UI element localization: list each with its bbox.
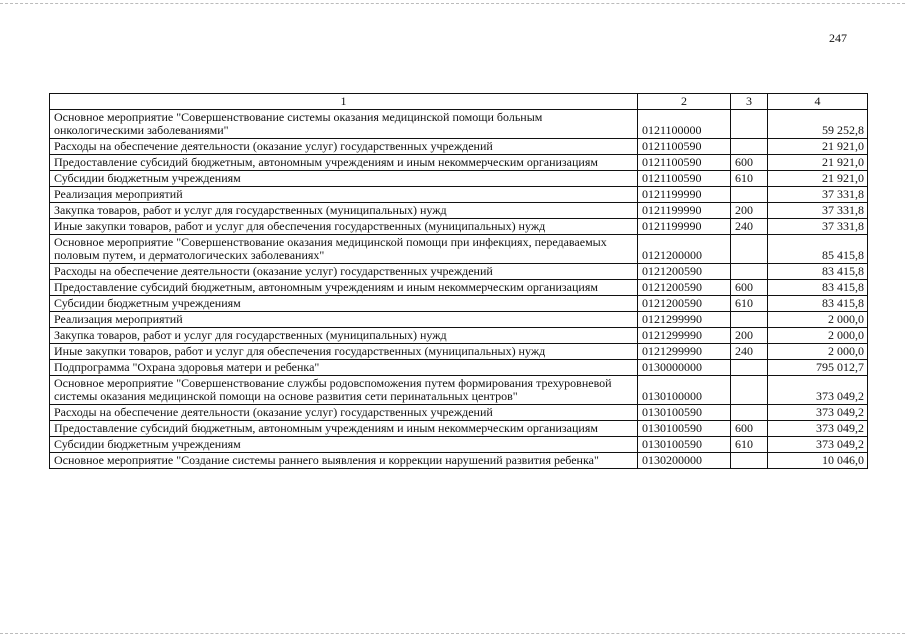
row-code-cell: 0121200000 bbox=[638, 235, 731, 264]
table-row bbox=[50, 437, 868, 453]
table-row bbox=[50, 187, 868, 203]
row-type-cell bbox=[731, 376, 768, 405]
table-row bbox=[50, 264, 868, 280]
row-type-cell bbox=[731, 110, 768, 139]
table-row bbox=[50, 360, 868, 376]
row-type-cell bbox=[731, 235, 768, 264]
row-code-cell: 0121199990 bbox=[638, 187, 731, 203]
row-type-cell: 610 bbox=[731, 171, 768, 187]
row-type-cell bbox=[731, 264, 768, 280]
header-col-code: 2 bbox=[638, 94, 731, 110]
table-row bbox=[50, 453, 868, 469]
page-number: 247 bbox=[829, 31, 847, 45]
row-name-cell: Иные закупки товаров, работ и услуг для обеспечения государственных (муниципальных) нужд bbox=[50, 344, 638, 360]
row-name-cell: Субсидии бюджетным учреждениям bbox=[50, 296, 638, 312]
scan-top-edge bbox=[0, 3, 905, 4]
row-name-cell: Закупка товаров, работ и услуг для государственных (муниципальных) нужд bbox=[50, 328, 638, 344]
table-row bbox=[50, 421, 868, 437]
table-row bbox=[50, 171, 868, 187]
row-amount-cell: 373 049,2 bbox=[768, 437, 868, 453]
row-amount-cell: 37 331,8 bbox=[768, 187, 868, 203]
row-code-cell: 0121299990 bbox=[638, 344, 731, 360]
table-row bbox=[50, 312, 868, 328]
row-amount-cell: 373 049,2 bbox=[768, 405, 868, 421]
row-code-cell: 0121200590 bbox=[638, 264, 731, 280]
row-code-cell: 0130200000 bbox=[638, 453, 731, 469]
row-type-cell: 200 bbox=[731, 328, 768, 344]
table-row bbox=[50, 328, 868, 344]
row-type-cell bbox=[731, 187, 768, 203]
row-amount-cell: 10 046,0 bbox=[768, 453, 868, 469]
table-row bbox=[50, 203, 868, 219]
row-amount-cell: 83 415,8 bbox=[768, 280, 868, 296]
row-code-cell: 0121299990 bbox=[638, 312, 731, 328]
row-amount-cell: 21 921,0 bbox=[768, 139, 868, 155]
row-amount-cell: 37 331,8 bbox=[768, 203, 868, 219]
row-name-cell: Основное мероприятие "Совершенствование оказания медицинской помощи при инфекциях, передаваемых половым путем, и дерматологических заболеваниях" bbox=[50, 235, 638, 264]
table-row bbox=[50, 405, 868, 421]
row-amount-cell: 373 049,2 bbox=[768, 376, 868, 405]
row-type-cell: 610 bbox=[731, 437, 768, 453]
row-type-cell bbox=[731, 405, 768, 421]
row-type-cell: 610 bbox=[731, 296, 768, 312]
row-code-cell: 0130100590 bbox=[638, 421, 731, 437]
row-type-cell: 240 bbox=[731, 219, 768, 235]
row-type-cell: 200 bbox=[731, 203, 768, 219]
row-code-cell: 0121199990 bbox=[638, 203, 731, 219]
row-name-cell: Закупка товаров, работ и услуг для государственных (муниципальных) нужд bbox=[50, 203, 638, 219]
row-name-cell: Субсидии бюджетным учреждениям bbox=[50, 437, 638, 453]
row-code-cell: 0130100590 bbox=[638, 437, 731, 453]
row-code-cell: 0130100590 bbox=[638, 405, 731, 421]
row-name-cell: Основное мероприятие "Совершенствование системы оказания медицинской помощи больным онкологическими заболеваниями" bbox=[50, 110, 638, 139]
row-name-cell: Иные закупки товаров, работ и услуг для обеспечения государственных (муниципальных) нужд bbox=[50, 219, 638, 235]
table-row bbox=[50, 235, 868, 264]
budget-table bbox=[49, 93, 868, 469]
row-type-cell bbox=[731, 360, 768, 376]
row-name-cell: Предоставление субсидий бюджетным, автономным учреждениям и иным некоммерческим организациям bbox=[50, 155, 638, 171]
row-amount-cell: 83 415,8 bbox=[768, 296, 868, 312]
row-type-cell: 600 bbox=[731, 421, 768, 437]
row-code-cell: 0121199990 bbox=[638, 219, 731, 235]
row-type-cell bbox=[731, 139, 768, 155]
header-col-amount: 4 bbox=[768, 94, 868, 110]
row-name-cell: Реализация мероприятий bbox=[50, 187, 638, 203]
table-body bbox=[50, 110, 868, 469]
header-row bbox=[50, 94, 868, 110]
row-name-cell: Расходы на обеспечение деятельности (оказание услуг) государственных учреждений bbox=[50, 405, 638, 421]
row-amount-cell: 37 331,8 bbox=[768, 219, 868, 235]
row-name-cell: Реализация мероприятий bbox=[50, 312, 638, 328]
row-amount-cell: 21 921,0 bbox=[768, 171, 868, 187]
row-type-cell: 240 bbox=[731, 344, 768, 360]
row-name-cell: Основное мероприятие "Создание системы раннего выявления и коррекции нарушений развития ребенка" bbox=[50, 453, 638, 469]
row-code-cell: 0121100590 bbox=[638, 155, 731, 171]
row-type-cell: 600 bbox=[731, 280, 768, 296]
row-code-cell: 0121100590 bbox=[638, 139, 731, 155]
table-row bbox=[50, 344, 868, 360]
row-name-cell: Субсидии бюджетным учреждениям bbox=[50, 171, 638, 187]
scan-bottom-edge bbox=[0, 633, 905, 634]
row-code-cell: 0121200590 bbox=[638, 280, 731, 296]
row-type-cell bbox=[731, 453, 768, 469]
row-code-cell: 0121100000 bbox=[638, 110, 731, 139]
row-amount-cell: 83 415,8 bbox=[768, 264, 868, 280]
header-col-type: 3 bbox=[731, 94, 768, 110]
row-name-cell: Предоставление субсидий бюджетным, автономным учреждениям и иным некоммерческим организациям bbox=[50, 421, 638, 437]
row-name-cell: Расходы на обеспечение деятельности (оказание услуг) государственных учреждений bbox=[50, 139, 638, 155]
row-name-cell: Подпрограмма "Охрана здоровья матери и ребенка" bbox=[50, 360, 638, 376]
table-row bbox=[50, 139, 868, 155]
row-amount-cell: 85 415,8 bbox=[768, 235, 868, 264]
row-code-cell: 0121200590 bbox=[638, 296, 731, 312]
row-amount-cell: 2 000,0 bbox=[768, 344, 868, 360]
row-amount-cell: 2 000,0 bbox=[768, 328, 868, 344]
header-col-name: 1 bbox=[50, 94, 638, 110]
row-name-cell: Предоставление субсидий бюджетным, автономным учреждениям и иным некоммерческим организациям bbox=[50, 280, 638, 296]
table-row bbox=[50, 296, 868, 312]
row-amount-cell: 21 921,0 bbox=[768, 155, 868, 171]
row-code-cell: 0121299990 bbox=[638, 328, 731, 344]
table-row bbox=[50, 280, 868, 296]
row-amount-cell: 2 000,0 bbox=[768, 312, 868, 328]
row-amount-cell: 795 012,7 bbox=[768, 360, 868, 376]
table-row bbox=[50, 110, 868, 139]
row-amount-cell: 373 049,2 bbox=[768, 421, 868, 437]
row-name-cell: Основное мероприятие "Совершенствование службы родовспоможения путем формирования трехуровневой системы оказания медицинской помощи на основе развития сети перинатальных центров" bbox=[50, 376, 638, 405]
table-row bbox=[50, 219, 868, 235]
row-code-cell: 0121100590 bbox=[638, 171, 731, 187]
row-code-cell: 0130000000 bbox=[638, 360, 731, 376]
row-type-cell: 600 bbox=[731, 155, 768, 171]
table-row bbox=[50, 376, 868, 405]
row-type-cell bbox=[731, 312, 768, 328]
table-row bbox=[50, 155, 868, 171]
row-code-cell: 0130100000 bbox=[638, 376, 731, 405]
row-amount-cell: 59 252,8 bbox=[768, 110, 868, 139]
row-name-cell: Расходы на обеспечение деятельности (оказание услуг) государственных учреждений bbox=[50, 264, 638, 280]
